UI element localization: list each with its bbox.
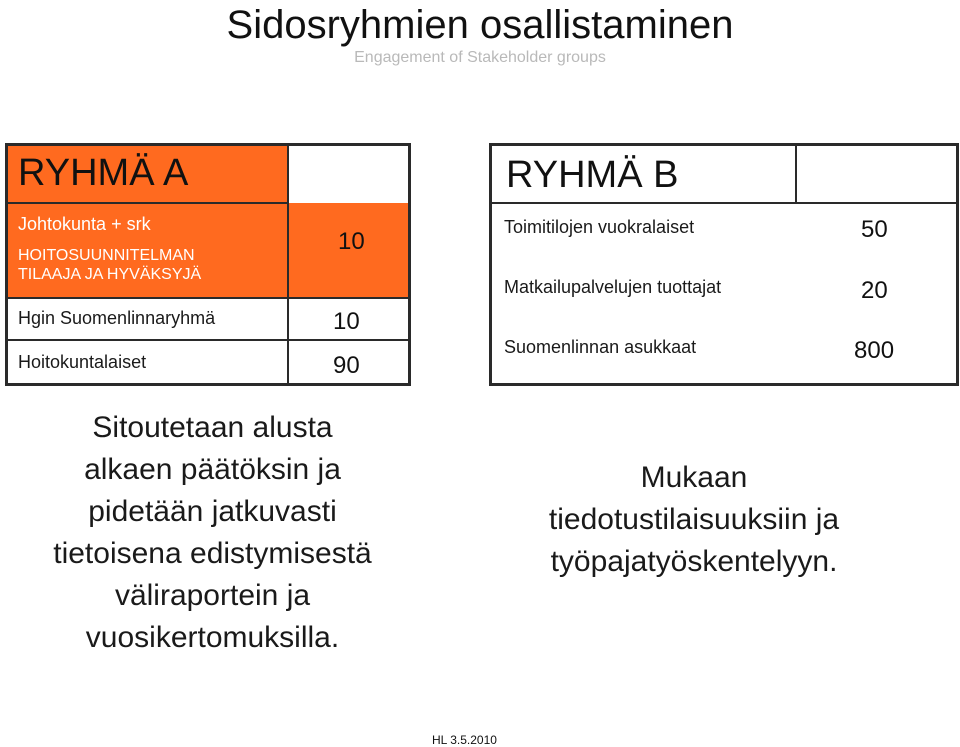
group-a-note-line: Sitoutetaan alusta bbox=[92, 411, 333, 444]
group-a-row-1-label: Johtokunta + srk bbox=[18, 214, 151, 234]
group-b-row-3-value: 800 bbox=[854, 337, 895, 364]
group-b-row-3-label: Suomenlinnan asukkaat bbox=[504, 337, 697, 357]
group-a-row-1-sublabel-1: HOITOSUUNNITELMAN bbox=[18, 247, 195, 264]
group-a-row-1-sublabel-2: TILAAJA JA HYVÄKSYJÄ bbox=[18, 266, 202, 283]
group-a-note bbox=[0, 407, 425, 659]
group-b-row-1-label: Toimitilojen vuokralaiset bbox=[504, 217, 695, 237]
group-b-note-line: tiedotustilaisuuksiin ja bbox=[548, 503, 840, 536]
group-a-row-3-label: Hoitokuntalaiset bbox=[18, 352, 147, 372]
group-a-row-3-value: 90 bbox=[333, 352, 360, 379]
group-a-heading: RYHMÄ A bbox=[18, 152, 189, 194]
group-a-note-line: vuosikertomuksilla. bbox=[85, 621, 340, 654]
group-a-table bbox=[5, 143, 411, 386]
group-a-row-2-label: Hgin Suomenlinnaryhmä bbox=[18, 308, 216, 328]
group-b-note bbox=[470, 457, 918, 583]
group-a-note-line: väliraportein ja bbox=[114, 579, 311, 612]
group-a-note-line: pidetään jatkuvasti bbox=[88, 495, 337, 528]
group-b-note-line: Mukaan bbox=[640, 461, 748, 494]
group-b-row-2-label: Matkailupalvelujen tuottajat bbox=[504, 277, 722, 297]
group-a-note-line: tietoisena edistymisestä bbox=[53, 537, 372, 570]
group-b-note-line: työpajatyöskentelyyn. bbox=[550, 545, 838, 578]
footer-date: HL 3.5.2010 bbox=[432, 733, 497, 747]
page-subtitle: Engagement of Stakeholder groups bbox=[354, 49, 606, 66]
page-title: Sidosryhmien osallistaminen bbox=[226, 3, 734, 47]
group-a-note-line: alkaen päätöksin ja bbox=[84, 453, 341, 486]
group-b-row-2-value: 20 bbox=[861, 277, 888, 304]
group-b-heading: RYHMÄ B bbox=[506, 154, 679, 196]
group-b-table bbox=[489, 143, 959, 386]
group-a-row-2-value: 10 bbox=[333, 308, 360, 335]
group-a-row-1-value: 10 bbox=[338, 228, 365, 255]
group-b-row-1-value: 50 bbox=[861, 216, 888, 243]
